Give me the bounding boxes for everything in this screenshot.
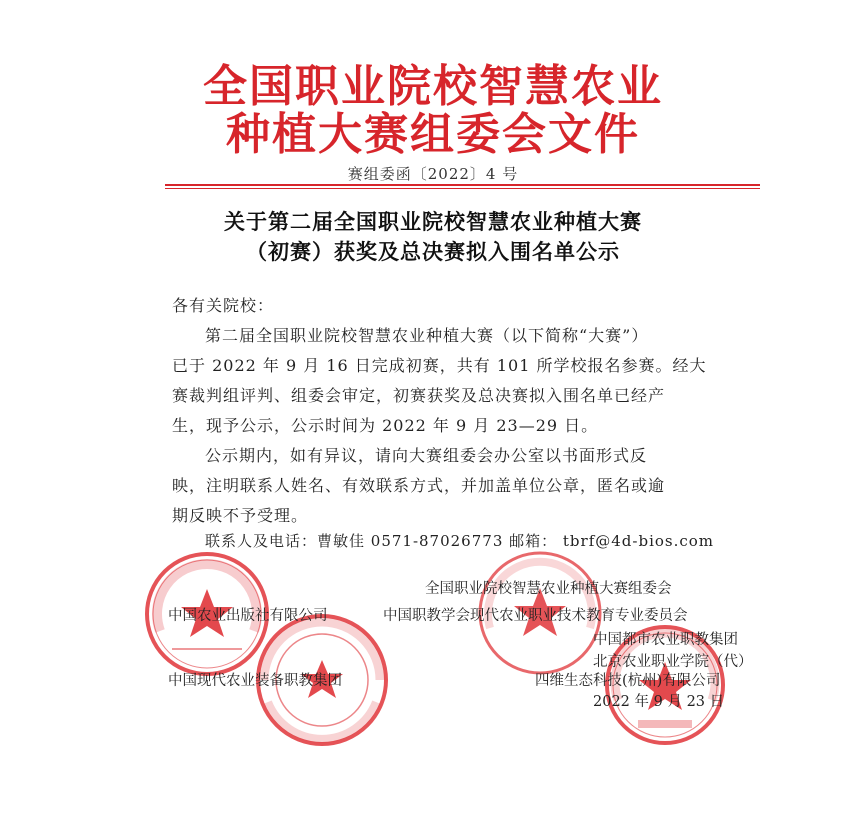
salutation: 各有关院校： [172, 296, 275, 315]
header-title-line1: 全国职业院校智慧农业 [203, 61, 663, 112]
body-line-1: 第二届全国职业院校智慧农业种植大赛（以下简称“大赛”） [205, 326, 649, 345]
org-committee: 全国职业院校智慧农业种植大赛组委会 [425, 581, 672, 597]
org-beijing-college: 北京农业职业学院（代） [593, 654, 753, 670]
red-rule-thin [165, 188, 760, 189]
document-number: 赛组委函〔2022〕4 号 [347, 165, 519, 183]
org-4d-bios: 四维生态科技(杭州)有限公司 [535, 673, 721, 689]
body-line-3: 赛裁判组评判、组委会审定，初赛获奖及总决赛拟入围名单已经产 [172, 386, 666, 405]
body-line-5: 公示期内，如有异议，请向大赛组委会办公室以书面形式反 [205, 446, 648, 465]
notice-title-line1: 关于第二届全国职业院校智慧农业种植大赛 [224, 210, 642, 234]
red-rule-thick [165, 184, 760, 186]
header-title-line2: 种植大赛组委会文件 [226, 109, 640, 160]
body-line-4: 生，现予公示，公示时间为 2022 年 9 月 23—29 日。 [172, 416, 599, 435]
org-urban-agri-group: 中国都市农业职教集团 [593, 632, 738, 648]
body-line-6: 映，注明联系人姓名、有效联系方式，并加盖单位公章，匿名或逾 [172, 476, 666, 495]
org-agri-press: 中国农业出版社有限公司 [168, 608, 328, 624]
org-vocational-committee: 中国职教学会现代农业职业技术教育专业委员会 [383, 608, 688, 624]
document-date: 2022 年 9 月 23 日 [593, 694, 725, 710]
notice-title-line2: （初赛）获奖及总决赛拟入围名单公示 [246, 240, 620, 264]
body-line-2: 已于 2022 年 9 月 16 日完成初赛，共有 101 所学校报名参赛。经大 [172, 356, 707, 375]
contact-line: 联系人及电话：曹敏佳 0571-87026773 邮箱： tbrf@4d-bios.com [205, 532, 715, 550]
org-equipment-group: 中国现代农业装备职教集团 [168, 673, 342, 689]
body-line-7: 期反映不予受理。 [172, 506, 309, 525]
